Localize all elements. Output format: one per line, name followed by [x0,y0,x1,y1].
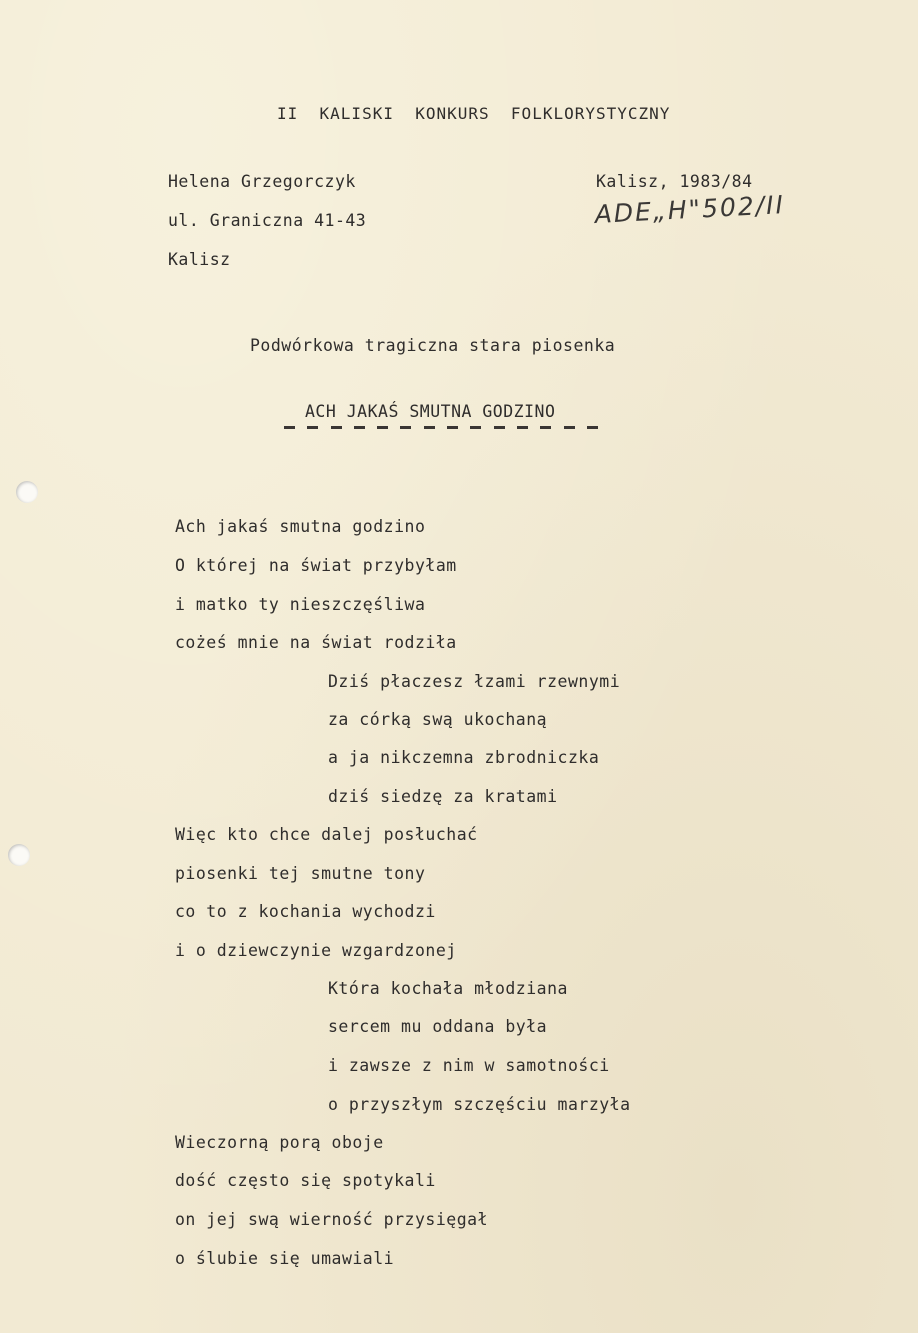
verse-line: i zawsze z nim w samotności [328,1056,610,1075]
verse-line: Dziś płaczesz łzami rzewnymi [328,672,621,691]
verse-line: co to z kochania wychodzi [175,902,436,921]
verse-line: dziś siedzę za kratami [328,787,558,806]
verse-line: i matko ty nieszczęśliwa [175,595,426,614]
verse-line: o ślubie się umawiali [175,1249,395,1268]
verse-line: a ja nikczemna zbrodniczka [328,748,600,767]
verse-line: O której na świat przybyłam [175,556,457,575]
verse-line: za córką swą ukochaną [328,710,548,729]
author-street: ul. Graniczna 41-43 [168,211,367,230]
verse-line: dość często się spotykali [175,1171,436,1190]
verse-line: Wieczorną porą oboje [175,1133,384,1152]
punch-hole-bottom [8,844,30,866]
song-title: ACH JAKAŚ SMUTNA GODZINO [305,402,556,421]
author-name: Helena Grzegorczyk [168,172,356,191]
verse-line: cożeś mnie na świat rodziła [175,633,457,652]
document-subtitle: Podwórkowa tragiczna stara piosenka [250,336,616,355]
verse-line: Ach jakaś smutna godzino [175,517,426,536]
punch-hole-top [16,481,38,503]
verse-line: piosenki tej smutne tony [175,864,426,883]
verse-line: Która kochała młodziana [328,979,568,998]
archive-mark: ADE„H"502/II [594,190,786,229]
verse-line: sercem mu oddana była [328,1017,548,1036]
place-date: Kalisz, 1983/84 [596,172,753,191]
author-city: Kalisz [168,250,231,269]
document-heading: II KALISKI KONKURS FOLKLORYSTYCZNY [277,104,671,123]
title-underline [284,426,598,434]
verse-line: i o dziewczynie wzgardzonej [175,941,457,960]
verse-line: Więc kto chce dalej posłuchać [175,825,478,844]
verse-line: on jej swą wierność przysięgał [175,1210,489,1229]
verse-line: o przyszłym szczęściu marzyła [328,1095,631,1114]
